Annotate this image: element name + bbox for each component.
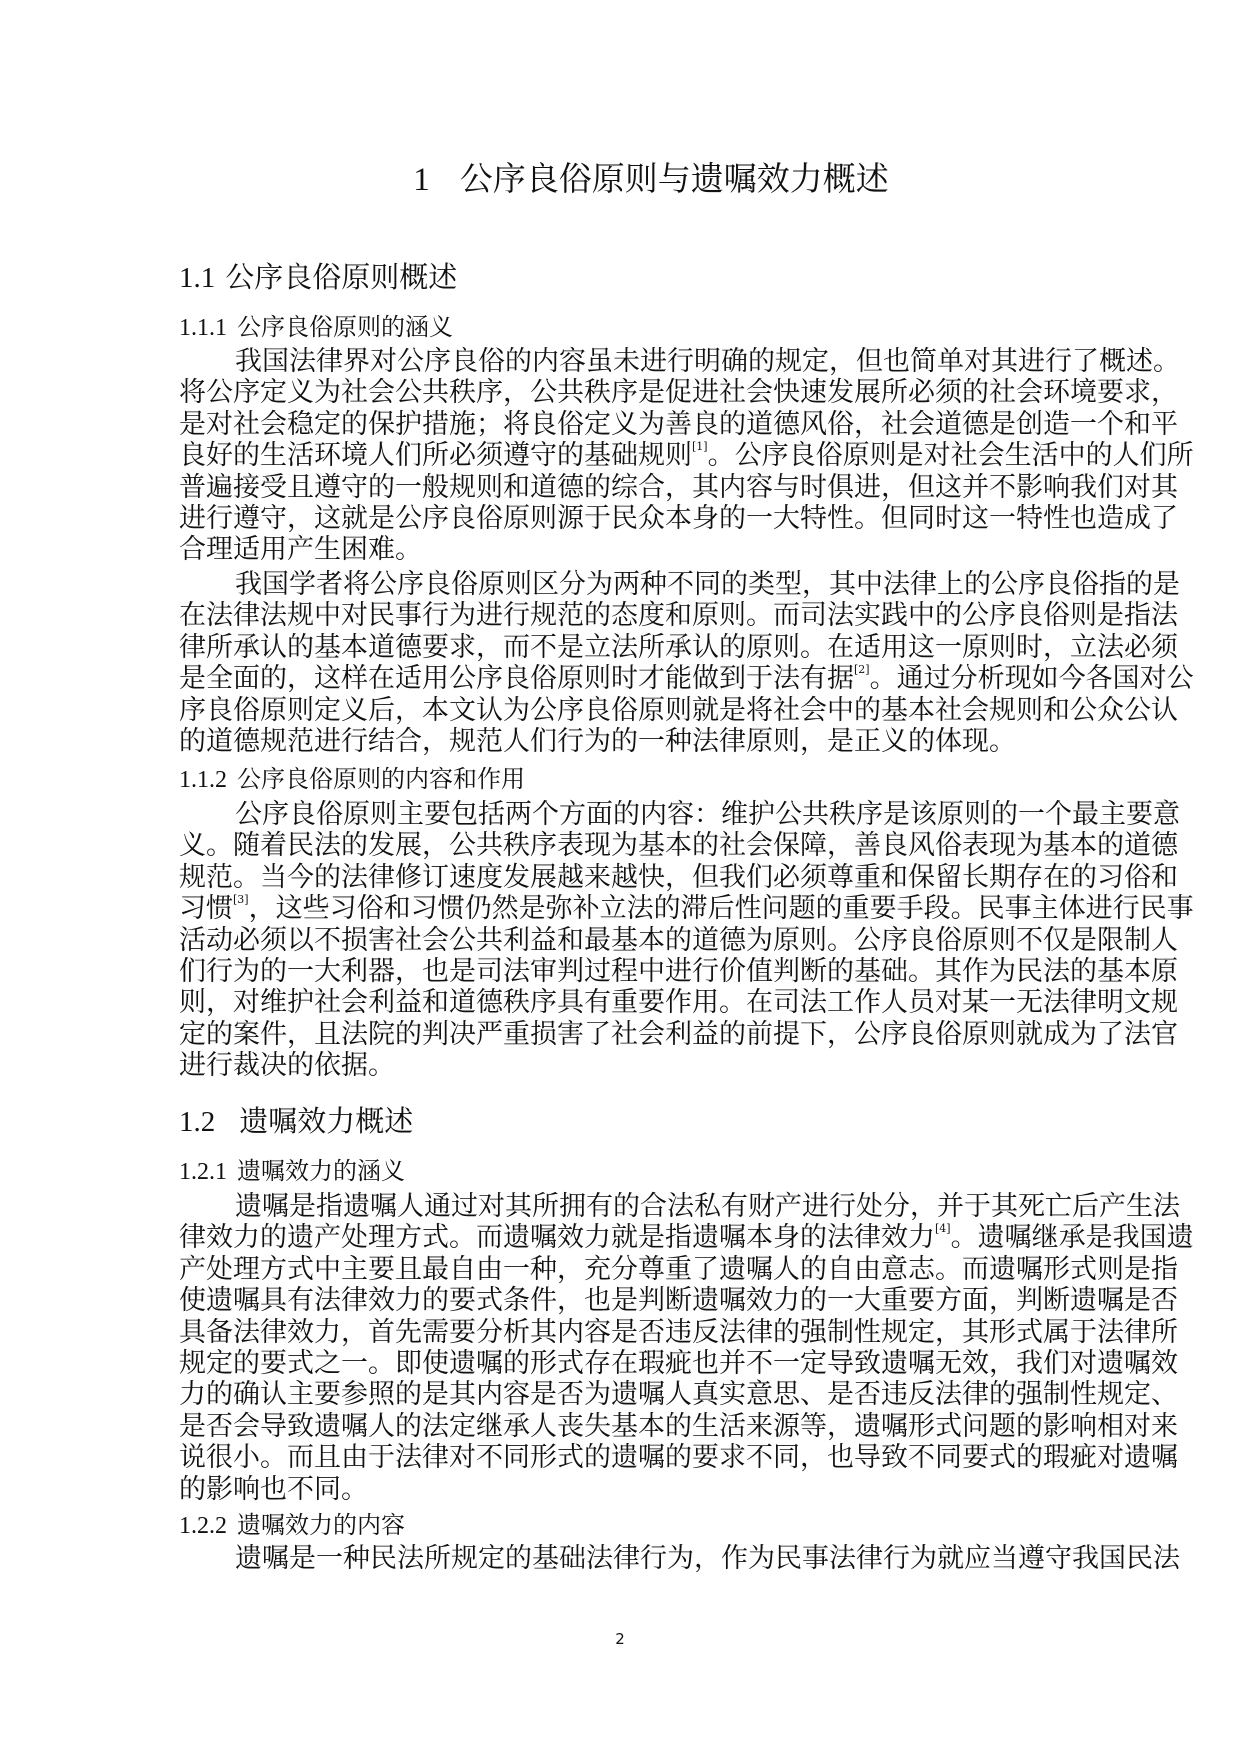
line-text: 的道德规范进行结合，规范人们行为的一种法律原则，是正义的体现。 — [179, 725, 1016, 757]
text-line — [179, 569, 1180, 600]
section-title: 遗嘱效力概述 — [239, 1104, 414, 1138]
line-text: 活动必须以不损害社会公共利益和最基本的道德为原则。公序良俗原则不仅是限制人 — [179, 924, 1178, 956]
citation-ref: [2] — [854, 663, 870, 677]
text-line — [179, 471, 1178, 503]
line-text: 普遍接受且遵守的一般规则和道德的综合，其内容与时俱进，但这并不影响我们对其 — [179, 471, 1178, 503]
text-line — [179, 830, 1178, 862]
line-text: 的影响也不同。 — [179, 1473, 368, 1505]
text-line — [179, 893, 1194, 925]
line-text: 遗嘱是指遗嘱人通过对其所拥有的合法私有财产进行处分，并于其死亡后产生法 — [235, 1191, 1180, 1222]
subsection-heading-1-2-1 — [179, 1155, 405, 1188]
text-line — [179, 408, 1178, 440]
subsection-heading-1-1-2 — [179, 763, 525, 796]
section-title: 遗嘱效力的涵义 — [237, 1157, 405, 1185]
text-line — [179, 1410, 1178, 1442]
line-text: 将公序定义为社会公共秩序，公共秩序是促进社会快速发展所必须的社会环境要求， — [179, 377, 1178, 409]
text-line — [179, 1050, 1123, 1081]
text-line — [179, 924, 1178, 956]
text-line — [179, 694, 1178, 726]
subsection-heading-1-1-1 — [179, 311, 453, 344]
section-number: 1.2 — [179, 1106, 216, 1138]
line-text: 律效力的遗产处理方式。而遗嘱效力就是指遗嘱本身的法律效力 — [179, 1222, 935, 1254]
page-number: 2 — [615, 1630, 625, 1648]
section-number: 1.2.2 — [179, 1513, 227, 1539]
section-title: 公序良俗原则概述 — [225, 260, 458, 294]
line-text: 我国法律界对公序良俗的内容虽未进行明确的规定，但也简单对其进行了概述。 — [235, 346, 1180, 377]
line-text: 良好的生活环境人们所必须遵守的基础规则 — [179, 440, 692, 472]
line-text: 说很小。而且由于法律对不同形式的遗嘱的要求不同，也导致不同要式的瑕疵对遗嘱 — [179, 1442, 1178, 1474]
section-heading-1-2 — [179, 1102, 413, 1141]
text-line — [179, 631, 1178, 663]
text-line — [179, 955, 1178, 987]
text-line — [179, 502, 1178, 534]
section-number: 1.1 — [179, 262, 216, 294]
section-title: 公序良俗原则的涵义 — [237, 313, 453, 341]
citation-ref: [4] — [935, 1222, 951, 1236]
line-text: 定的案件，且法院的判决严重损害了社会利益的前提下，公序良俗原则就成为了法官 — [179, 1018, 1178, 1050]
section-title: 遗嘱效力的内容 — [237, 1511, 405, 1539]
line-text: 们行为的一大利器，也是司法审判过程中进行价值判断的基础。其作为民法的基本原 — [179, 955, 1178, 987]
text-line — [179, 1253, 1178, 1285]
line-text: 使遗嘱具有法律效力的要式条件，也是判断遗嘱效力的一大重要方面，判断遗嘱是否 — [179, 1285, 1178, 1317]
line-text: ，这些习俗和习惯仍然是弥补立法的滞后性问题的重要手段。民事主体进行民事 — [248, 893, 1194, 925]
line-text: 规范。当今的法律修订速度发展越来越快，但我们必须尊重和保留长期存在的习俗和 — [179, 861, 1178, 893]
section-heading-1-1 — [179, 258, 457, 297]
text-line — [179, 663, 1194, 695]
text-line — [179, 799, 1180, 830]
text-line — [179, 987, 1178, 1019]
line-text: 遗嘱是一种民法所规定的基础法律行为，作为民事法律行为就应当遵守我国民法 — [235, 1543, 1180, 1574]
section-number: 1.1.1 — [179, 315, 227, 341]
line-text: 。公序良俗原则是对社会生活中的人们所 — [707, 440, 1194, 472]
chapter-title — [179, 158, 1123, 201]
line-text: 。遗嘱继承是我国遗 — [950, 1222, 1194, 1254]
paragraph — [179, 569, 1194, 757]
text-line — [179, 346, 1180, 377]
line-text: 在法律法规中对民事行为进行规范的态度和原则。而司法实践中的公序良俗则是指法 — [179, 600, 1178, 632]
line-text: 具备法律效力，首先需要分析其内容是否违反法律的强制性规定，其形式属于法律所 — [179, 1316, 1178, 1348]
citation-ref: [1] — [692, 440, 708, 454]
text-line — [179, 377, 1178, 409]
text-line — [179, 1316, 1178, 1348]
line-text: 进行遵守，这就是公序良俗原则源于民众本身的一大特性。但同时这一特性也造成了 — [179, 502, 1178, 534]
line-text: 义。随着民法的发展，公共秩序表现为基本的社会保障，善良风俗表现为基本的道德 — [179, 830, 1178, 862]
text-line — [179, 1222, 1194, 1254]
text-line — [179, 1442, 1178, 1474]
section-number: 1.2.1 — [179, 1159, 227, 1185]
line-text: 产处理方式中主要且最自由一种，充分尊重了遗嘱人的自由意志。而遗嘱形式则是指 — [179, 1253, 1178, 1285]
chapter-number: 1 — [413, 162, 430, 198]
text-line — [179, 1018, 1178, 1050]
text-line — [179, 600, 1178, 632]
line-text: 公序良俗原则主要包括两个方面的内容：维护公共秩序是该原则的一个最主要意 — [235, 799, 1180, 830]
chapter-title-text: 公序良俗原则与遗嘱效力概述 — [459, 159, 889, 198]
text-line — [179, 440, 1194, 472]
section-number: 1.1.2 — [179, 767, 227, 793]
text-line — [179, 726, 1123, 757]
citation-ref: [3] — [233, 893, 249, 907]
text-line — [179, 861, 1178, 893]
text-line — [179, 1347, 1178, 1379]
line-text: 是全面的，这样在适用公序良俗原则时才能做到于法有据 — [179, 663, 854, 695]
line-text: 律所承认的基本道德要求，而不是立法所承认的原则。在适用这一原则时，立法必须 — [179, 631, 1178, 663]
line-text: 序良俗原则定义后，本文认为公序良俗原则就是将社会中的基本社会规则和公众公认 — [179, 694, 1178, 726]
line-text: 是对社会稳定的保护措施；将良俗定义为善良的道德风俗，社会道德是创造一个和平 — [179, 408, 1178, 440]
subsection-heading-1-2-2 — [179, 1509, 405, 1542]
line-text: 进行裁决的依据。 — [179, 1050, 395, 1082]
paragraph — [179, 799, 1194, 1082]
text-line — [179, 1543, 1180, 1574]
text-line — [179, 1474, 1123, 1505]
section-title: 公序良俗原则的内容和作用 — [237, 765, 525, 793]
line-text: 力的确认主要参照的是其内容是否为遗嘱人真实意思、是否违反法律的强制性规定、 — [179, 1379, 1178, 1411]
text-line — [179, 1379, 1178, 1411]
text-line — [179, 1191, 1180, 1222]
text-line — [179, 534, 1123, 565]
line-text: 合理适用产生困难。 — [179, 534, 422, 566]
paragraph — [179, 1191, 1194, 1505]
line-text: 规定的要式之一。即使遗嘱的形式存在瑕疵也并不一定导致遗嘱无效，我们对遗嘱效 — [179, 1347, 1178, 1379]
paragraph — [179, 346, 1194, 566]
line-text: 则，对维护社会利益和道德秩序具有重要作用。在司法工作人员对某一无法律明文规 — [179, 987, 1178, 1019]
line-text: 习惯 — [179, 893, 233, 925]
line-text: 。通过分析现如今各国对公 — [869, 663, 1194, 695]
line-text: 是否会导致遗嘱人的法定继承人丧失基本的生活来源等，遗嘱形式问题的影响相对来 — [179, 1410, 1178, 1442]
text-line — [179, 1285, 1178, 1317]
line-text: 我国学者将公序良俗原则区分为两种不同的类型，其中法律上的公序良俗指的是 — [235, 569, 1180, 600]
paragraph — [179, 1543, 1180, 1574]
